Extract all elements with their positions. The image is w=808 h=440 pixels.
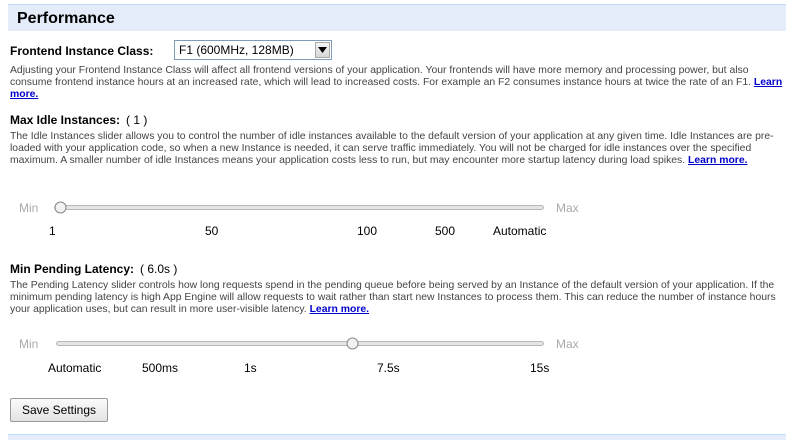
idle-instances-value: ( 1 ) bbox=[126, 113, 148, 127]
chevron-down-icon[interactable] bbox=[315, 42, 330, 58]
section-header bbox=[8, 4, 786, 31]
slider-thumb-icon[interactable] bbox=[346, 337, 359, 350]
pending-latency-value: ( 6.0s ) bbox=[140, 262, 178, 276]
idle-description-text: The Idle Instances slider allows you to control the number of idle instances available to the default version of your application at any given time. Idle Instances are pre-loaded with your application code, so when a new Instance is needed, it can serve traffic immediately. You will not be charged for idle instances over the specified maximum. A smaller number of idle Instances means your application costs less to run, but may encounter more startup latency during load spikes. bbox=[10, 131, 774, 166]
idle-learn-more-link[interactable]: Learn more. bbox=[688, 155, 748, 166]
frontend-class-selected: F1 (600MHz, 128MB) bbox=[179, 43, 294, 57]
idle-slider-max-label: Max bbox=[556, 201, 579, 215]
section-footer bbox=[8, 434, 786, 440]
frontend-class-description bbox=[10, 65, 785, 101]
latency-tick-label: 15s bbox=[530, 361, 550, 375]
latency-description-text: The Pending Latency slider controls how long requests spend in the pending queue before being served by an Instance of the default version of your application. If the minimum pending latency is high App Engine will allow requests to wait rather than start new Instances to process them. This can reduce the number of instance hours your application uses, but can result in more user-visible latency. bbox=[10, 280, 776, 315]
latency-tick-label: 7.5s bbox=[377, 361, 400, 375]
frontend-class-select[interactable] bbox=[174, 40, 332, 60]
idle-tick-label: Automatic bbox=[493, 224, 547, 238]
idle-instances-row bbox=[10, 113, 147, 127]
idle-instances-slider[interactable] bbox=[54, 205, 544, 210]
pending-latency-description bbox=[10, 280, 785, 316]
idle-tick-label: 1 bbox=[49, 224, 56, 238]
idle-slider-min-label: Min bbox=[19, 201, 39, 215]
latency-slider-min-label: Min bbox=[19, 337, 39, 351]
latency-tick-label: Automatic bbox=[48, 361, 102, 375]
frontend-learn-more-link[interactable]: Learn more. bbox=[10, 77, 783, 100]
latency-slider-max-label: Max bbox=[556, 337, 579, 351]
frontend-description-text: Adjusting your Frontend Instance Class will affect all frontend versions of your application. Your frontends will have more memory and processing power, but also consume frontend instance hours at an increased rate, which will lead to increased costs. For example an F2 consumes instance hours at twice the rate of an F1. bbox=[10, 65, 752, 88]
idle-tick-label: 500 bbox=[435, 224, 456, 238]
idle-tick-label: 100 bbox=[357, 224, 378, 238]
section-title: Performance bbox=[17, 10, 115, 27]
frontend-class-row bbox=[10, 42, 153, 60]
pending-latency-label: Min Pending Latency: bbox=[10, 262, 135, 276]
pending-latency-row bbox=[10, 262, 177, 276]
slider-thumb-icon[interactable] bbox=[54, 201, 67, 214]
idle-tick-label: 50 bbox=[205, 224, 219, 238]
pending-latency-slider[interactable] bbox=[56, 341, 544, 346]
save-settings-button[interactable]: Save Settings bbox=[10, 398, 108, 422]
idle-instances-label: Max Idle Instances: bbox=[10, 113, 121, 127]
idle-instances-description bbox=[10, 131, 785, 167]
latency-tick-label: 500ms bbox=[142, 361, 179, 375]
frontend-class-label: Frontend Instance Class: bbox=[10, 44, 154, 58]
latency-tick-label: 1s bbox=[244, 361, 257, 375]
latency-learn-more-link[interactable]: Learn more. bbox=[309, 304, 370, 315]
